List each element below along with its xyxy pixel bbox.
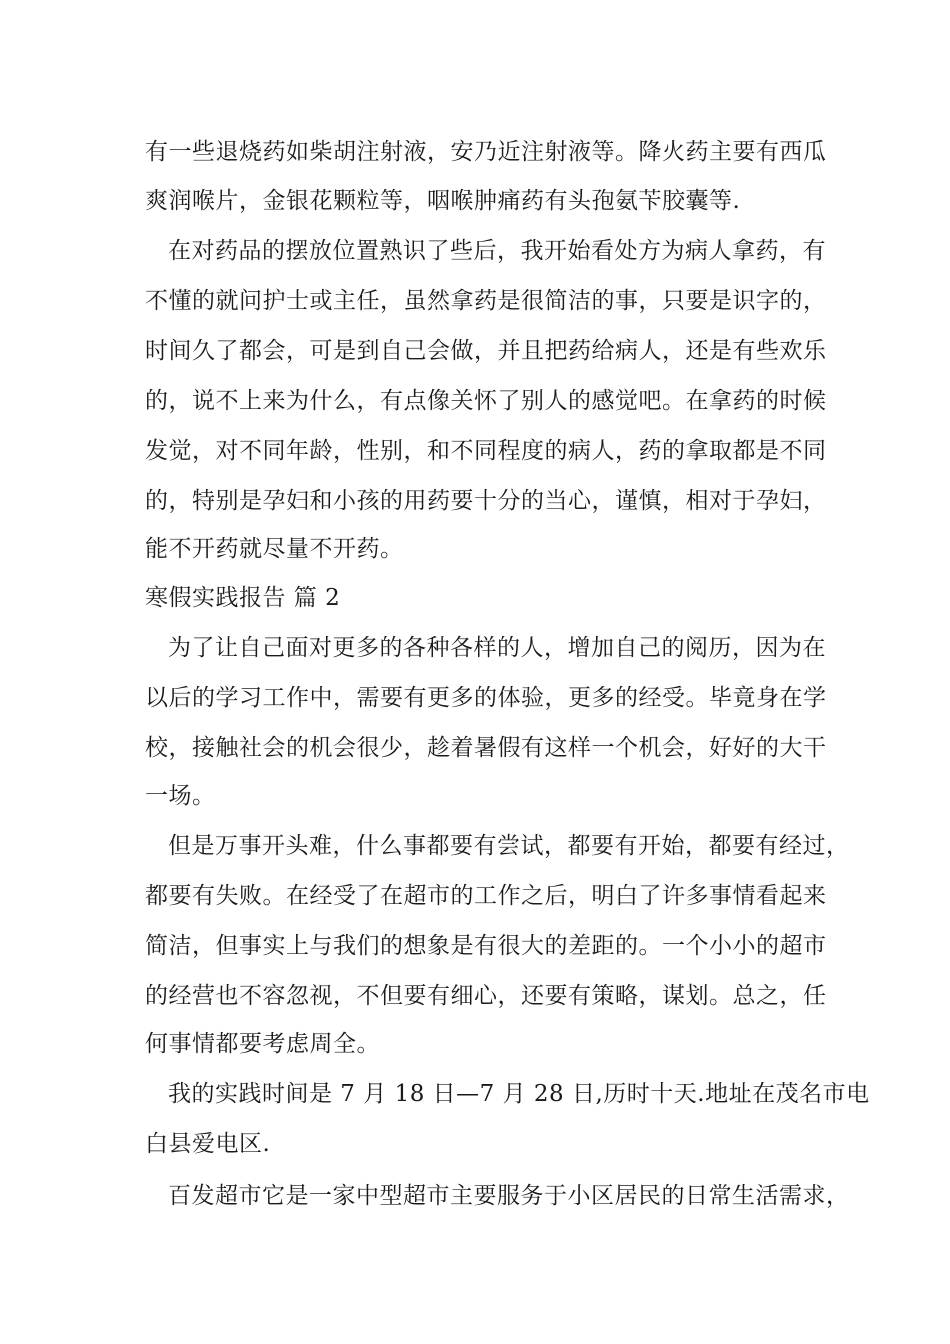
text-line: 白县爱电区. [145, 1131, 271, 1157]
text-line: 我的实践时间是 7 月 18 日—7 月 28 日,历时十天.地址在茂名市电 [168, 1081, 870, 1107]
text-line: 为了让自己面对更多的各种各样的人，增加自己的阅历，因为在 [168, 635, 826, 661]
text-line: 的经营也不容忽视，不但要有细心，还要有策略，谋划。总之，任 [145, 983, 827, 1009]
text-line: 有一些退烧药如柴胡注射液，安乃近注射液等。降火药主要有西瓜 [145, 139, 827, 165]
text-line: 爽润喉片，金银花颗粒等，咽喉肿痛药有头孢氨苄胶囊等. [145, 188, 741, 214]
text-line: 校，接触社会的机会很少，趁着暑假有这样一个机会，好好的大干 [145, 735, 827, 761]
text-line: 都要有失败。在经受了在超市的工作之后，明白了许多事情看起来 [145, 883, 827, 909]
text-line: 时间久了都会，可是到自己会做，并且把药给病人，还是有些欢乐 [145, 338, 827, 364]
text-line: 不懂的就问护士或主任，虽然拿药是很简洁的事，只要是识字的， [145, 288, 827, 314]
text-line: 的，说不上来为什么，有点像关怀了别人的感觉吧。在拿药的时候 [145, 388, 827, 414]
text-line: 但是万事开头难，什么事都要有尝试，都要有开始，都要有经过， [168, 833, 850, 859]
text-line: 一场。 [145, 783, 216, 809]
text-line: 何事情都要考虑周全。 [145, 1031, 380, 1057]
text-line: 的，特别是孕妇和小孩的用药要十分的当心，谨慎，相对于孕妇， [145, 488, 827, 514]
text-line: 发觉，对不同年龄，性别，和不同程度的病人，药的拿取都是不同 [145, 438, 827, 464]
text-line: 在对药品的摆放位置熟识了些后，我开始看处方为病人拿药，有 [168, 238, 826, 264]
text-line: 能不开药就尽量不开药。 [145, 536, 404, 562]
section-heading: 寒假实践报告 篇 2 [145, 585, 341, 611]
text-line: 以后的学习工作中，需要有更多的体验，更多的经受。毕竟身在学 [145, 685, 827, 711]
text-line: 简洁，但事实上与我们的想象是有很大的差距的。一个小小的超市 [145, 933, 827, 959]
text-line: 百发超市它是一家中型超市主要服务于小区居民的日常生活需求， [168, 1183, 850, 1209]
